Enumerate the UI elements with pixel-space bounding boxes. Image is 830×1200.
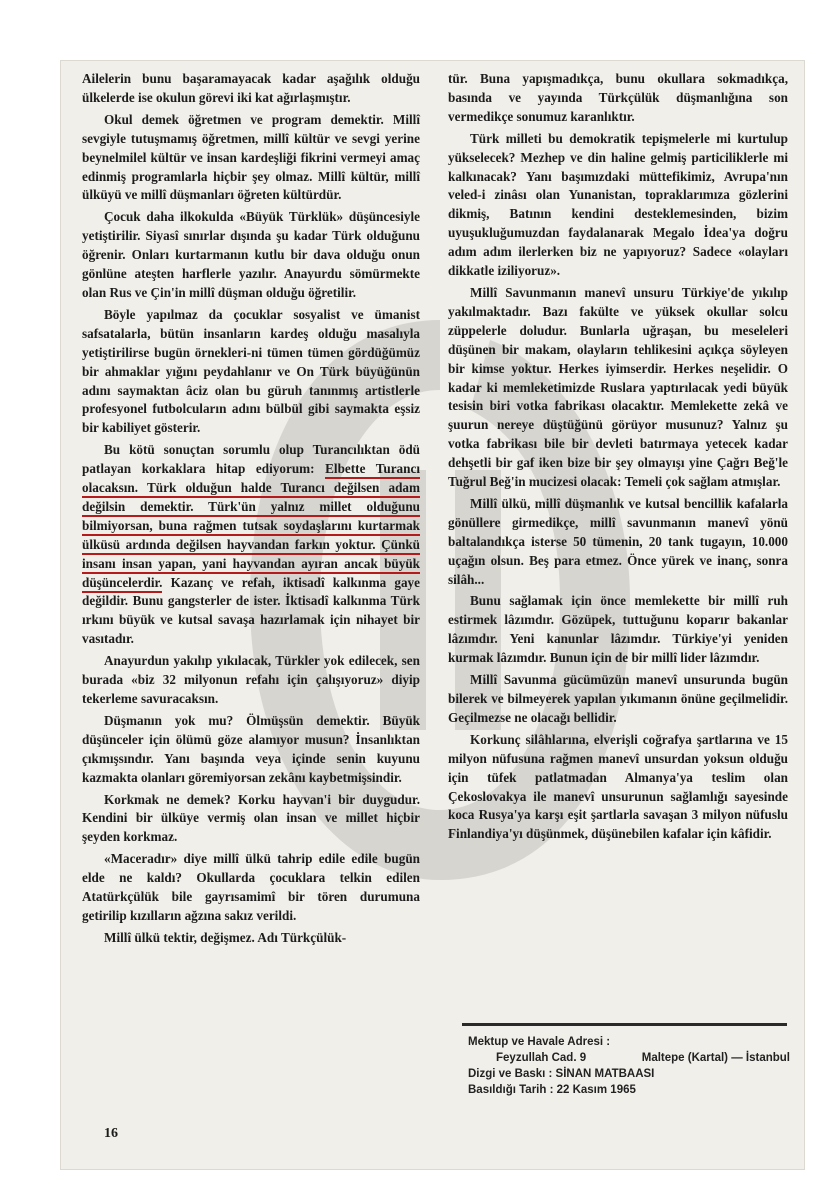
paragraph: tür. Buna yapışmadıkça, bunu okullara sokmadıkça, basında ve yayında Türkçülük düşmanlığına son vermedikçe sonumuz karanlıktır. bbox=[448, 71, 788, 124]
imprint-address bbox=[468, 1050, 790, 1066]
page-margin bbox=[805, 60, 830, 1170]
page-number: 16 bbox=[104, 1126, 118, 1141]
divider-rule bbox=[462, 1023, 787, 1026]
imprint-address-label: Mektup ve Havale Adresi : bbox=[468, 1036, 611, 1048]
paragraph: Okul demek öğretmen ve program demektir. Millî sevgiyle tutuşmamış öğretmen, millî kültür ve sevgi yerine beynelmilel kültür ve insan kardeşliği fikrini vermeyi amaç edinmiş programlarla hiçbir şey olmaz. Millî kültür, millî ülküyü ve millî düşmanları öğreten kültürdür. bbox=[82, 111, 420, 203]
paragraph: Ailelerin bunu başaramayacak kadar aşağılık olduğu ülkelerde ise okulun görevi iki kat ağırlaşmıştır. bbox=[82, 71, 420, 105]
paragraph: Bunu sağlamak için önce memlekette bir millî ruh estirmek lâzımdır. Gözüpek, tuttuğunu koparır bakanlar lâzımdır. Yeni kanunlar lâzımdır. Türkiye'yi yeniden kurmak lâzımdır. Bunun için de bir millî lider lâzımdır. bbox=[448, 593, 788, 666]
paragraph: Millî ülkü, millî düşmanlık ve kutsal bencillik kafalarla gönüllere girmedikçe, millî savunmanın manevî yönü baltalandıkça isterse 50 tümenin, 20 tank tugayın, 10.000 uçağın olsun. Beş para etmez. Önce yürek ve inanç, sonra silâh... bbox=[448, 495, 788, 587]
imprint-printer: Dizgi ve Baskı : SİNAN MATBAASI bbox=[468, 1068, 655, 1080]
paragraph: Millî ülkü tektir, değişmez. Adı Türkçülük- bbox=[104, 929, 347, 945]
paragraph: Anayurdun yakılıp yıkılacak, Türkler yok edilecek, sen burada «biz 32 milyonun refahı için çalışıyoruz» diyip tekerleme savuracaksın. bbox=[82, 653, 420, 706]
imprint-street: Feyzullah Cad. 9 bbox=[496, 1052, 587, 1064]
paragraph: Böyle yapılmaz da çocuklar sosyalist ve ümanist safsatalarla, bütün insanların kardeş olduğu masalıyla yetiştirilirse bugün örnekleri-ni tümen tümen gördüğümüz bir ahmaklar yığını peydahlanır ve On Türk büyüğünün adını saymaktan âciz olan bu güruh tanınmış artistlerle profesyonel futbolcuların adını bülbül gibi saymakta eşsiz bir kabiliyet gösterir. bbox=[82, 306, 420, 436]
paragraph: Çocuk daha ilkokulda «Büyük Türklük» düşüncesiyle yetiştirilir. Siyasî sınırlar dışında şu kadar Türk olduğunu öğrenir. Onları kurtarmanın kutlu bir dava olduğu onun gönlüne ateşten harflerle yazılır. Anayurdu sömürmekte olan Rus ve Çin'in millî düşman olduğu öğretilir. bbox=[82, 209, 420, 300]
left-column bbox=[82, 70, 420, 951]
paragraph: Düşmanın yok mu? Ölmüşsün demektir. Büyük düşünceler için ölümü göze alamıyor musun? İnsanlıktan çıkmışsındır. Yanı başında veya içinde senin kuyunu kazmakta olanları göremiyorsan zekânı kaybetmişsindir. bbox=[82, 712, 420, 785]
right-column bbox=[448, 70, 788, 847]
highlighted-paragraph bbox=[82, 441, 420, 649]
imprint-district: Maltepe (Kartal) — İstanbul bbox=[641, 1052, 790, 1064]
paragraph: «Maceradır» diye millî ülkü tahrip edile edile bugün elde ne kaldı? Okullarda çocuklara telkin edilen Atatürkçülük bile gayrısamimî bir tören durumuna getirilip kızılların ağzına sakız verildi. bbox=[82, 851, 420, 923]
highlight-intro: Bu kötü sonuçtan sorumlu olup Turancılıktan ödü patlayan korkaklara hitap ediyorum: bbox=[82, 442, 420, 477]
red-underlined-passage: Elbette Turancı olacaksın. Türk olduğun halde Turancı değilsen adam değilsin demektir. Türk'ün yalnız millet olduğunu bilmiyorsan, buna rağmen tutsak soydaşlarını kurtarmak ülküsü ardında değilsen hayvandan farkın yoktur. Çünkü insanı insan yapan, yani hayvandan ayıran ancak büyük düşüncelerdir. bbox=[82, 461, 420, 592]
imprint-block bbox=[468, 1034, 790, 1098]
paragraph: Millî Savunma gücümüzün manevî unsurunda bugün bilerek ve bilmeyerek yapılan yıkımanın önüne geçilmelidir. Geçilmezse ne olacağı bellidir. bbox=[448, 672, 788, 725]
imprint-date: Basıldığı Tarih : 22 Kasım 1965 bbox=[468, 1084, 636, 1096]
highlight-continuation: Kazanç ve refah, iktisadî kalkınma gaye değildir. Bunu gangsterler de ister. İktisadî kalkınma Türk ırkını büyük ve kutsal savaşa hazırlamak için nihayet bir vasıtadır. bbox=[82, 574, 421, 647]
paragraph: Korkmak ne demek? Korku hayvan'i bir duygudur. Kendini bir ülküye vermiş olan insan ve millet hiçbir şeyden korkmaz. bbox=[82, 791, 420, 845]
paragraph: Korkunç silâhlarına, elverişli coğrafya şartlarına ve 15 milyon nüfusuna rağmen manevî unsurdan yoksun olduğu için tüfek patlatmadan Almanya'ya teslim olan Çekoslovakya ile manevî unsurunun sağlamlığı sayesinde koca Rusya'ya karşı eşit şartlarla savaşan 3 milyon nüfuslu Finlandiya'yı düşünmek, düşünebilen kafalar için kâfidir. bbox=[448, 731, 788, 842]
paragraph: Millî Savunmanın manevî unsuru Türkiye'de yıkılıp yakılmaktadır. Bazı fakülte ve yüksek okullar solcu züppelerle doludur. Bunlarla uğraşan, bu meseleleri düşünen bir makam, olayların tehlikesini açıkça söyleyen bir kimse yoktur. Herkes iyimserdir. Herkes neşelidir. O kadar ki memleketimizde Ruslara yaptırılacak yedi büyük tesisin biri votka fabrikası olacaktır. Memlekette zekâ ve şuurun nereye düştüğünü görüyor musunuz? Yalnız şu votka fabrikası bile bir devleti batırmaya yetecek kadar dehşetli bir gaf iken bize bir şey olmayışı yine Çağrı Beğ'le Tuğrul Beğ'in mucizesi olacak: Temeli çok sağlam atmışlar. bbox=[448, 284, 788, 490]
paragraph: Türk milleti bu demokratik tepişmelerle mi kurtulup yükselecek? Mezhep ve din haline gelmiş particiliklerle mi kalkınacak? Yanı başımızdaki müttefikimiz, Avrupa'nın veled-i zinâsı olan Yunanistan, topraklarımıza gözlerini dikmiş, Batının kendini desteklemesinden, bizim uyuşukluğumuzdan faydalanarak Megalo İdea'ya doğru adım adım ilerlerken biz ne yapıyoruz? Sadece «olayları dikkatle iziliyoruz». bbox=[448, 130, 788, 279]
